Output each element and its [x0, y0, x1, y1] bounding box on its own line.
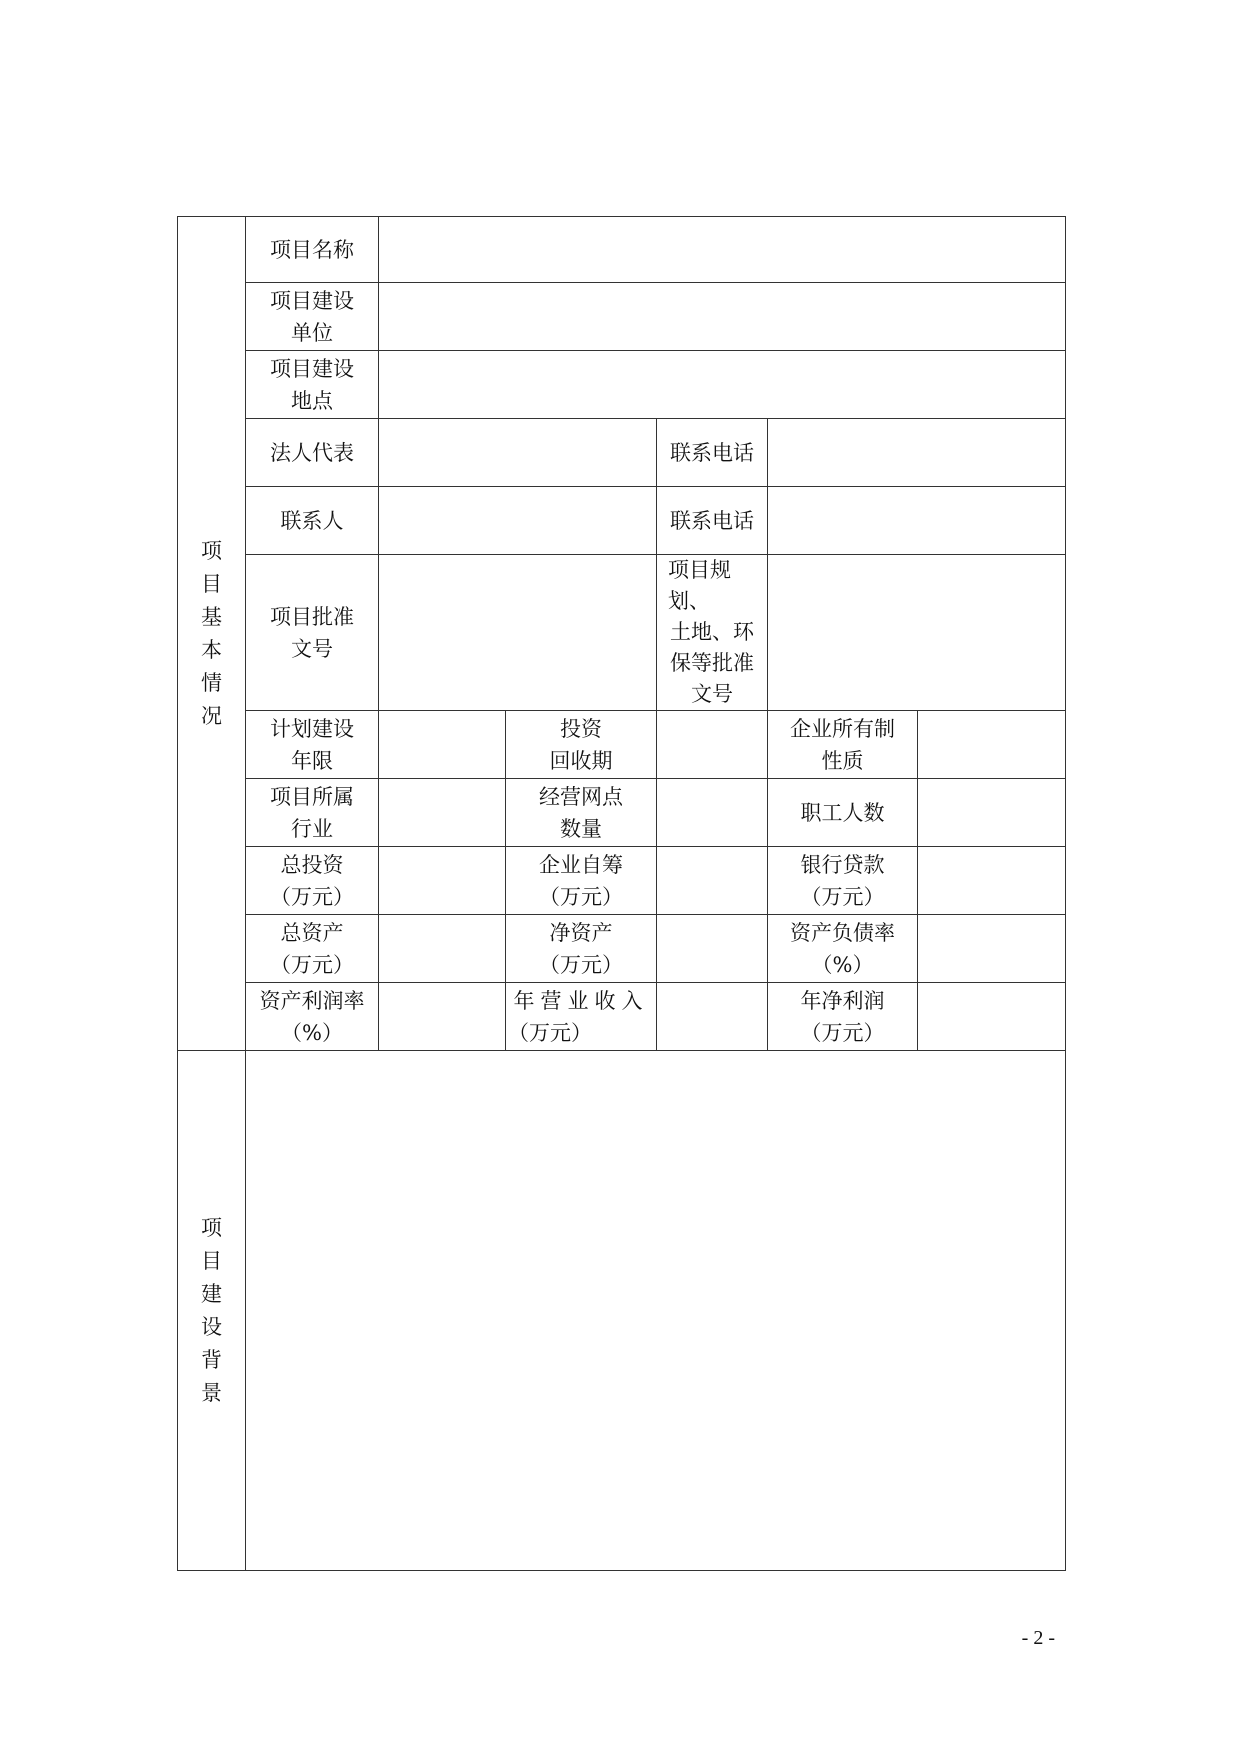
row-construction-unit — [178, 283, 1066, 351]
label-plan-approval-number: 项目规划、 土地、环 保等批准 文号 — [657, 555, 768, 711]
label-approval-number: 项目批准 文号 — [246, 555, 379, 711]
field-project-background[interactable] — [246, 1051, 1066, 1571]
label-build-years: 计划建设 年限 — [246, 711, 379, 779]
label-payback-period: 投资 回收期 — [506, 711, 657, 779]
label-contact-person: 联系人 — [246, 487, 379, 555]
page-number: - 2 - — [1021, 1627, 1055, 1649]
field-approval-number[interactable] — [379, 555, 657, 711]
label-profit-rate: 资产利润率 （%） — [246, 983, 379, 1051]
label-staff-count: 职工人数 — [768, 779, 918, 847]
field-legal-representative[interactable] — [379, 419, 657, 487]
field-total-assets[interactable] — [379, 915, 506, 983]
row-assets — [178, 915, 1066, 983]
row-investment — [178, 847, 1066, 915]
project-info-form — [177, 216, 1066, 1571]
label-net-assets: 净资产 （万元） — [506, 915, 657, 983]
label-legal-representative: 法人代表 — [246, 419, 379, 487]
label-phone-2: 联系电话 — [657, 487, 768, 555]
label-total-assets: 总资产 （万元） — [246, 915, 379, 983]
field-staff-count[interactable] — [918, 779, 1066, 847]
label-phone-1: 联系电话 — [657, 419, 768, 487]
row-legal-representative — [178, 419, 1066, 487]
field-payback-period[interactable] — [657, 711, 768, 779]
label-construction-site: 项目建设 地点 — [246, 351, 379, 419]
row-project-background — [178, 1051, 1066, 1571]
field-industry[interactable] — [379, 779, 506, 847]
field-annual-revenue[interactable] — [657, 983, 768, 1051]
field-debt-ratio[interactable] — [918, 915, 1066, 983]
row-build-years — [178, 711, 1066, 779]
label-construction-unit: 项目建设 单位 — [246, 283, 379, 351]
field-phone-1[interactable] — [768, 419, 1066, 487]
label-self-funding: 企业自筹 （万元） — [506, 847, 657, 915]
field-phone-2[interactable] — [768, 487, 1066, 555]
label-debt-ratio: 资产负债率 （%） — [768, 915, 918, 983]
row-industry — [178, 779, 1066, 847]
row-contact-person — [178, 487, 1066, 555]
row-construction-site — [178, 351, 1066, 419]
label-project-name: 项目名称 — [246, 217, 379, 283]
field-build-years[interactable] — [379, 711, 506, 779]
field-construction-site[interactable] — [379, 351, 1066, 419]
field-plan-approval-number[interactable] — [768, 555, 1066, 711]
field-bank-loan[interactable] — [918, 847, 1066, 915]
section-basic-info-title: 项 目 基 本 情 况 — [178, 217, 246, 1051]
section-background-title: 项 目 建 设 背 景 — [178, 1051, 246, 1571]
field-self-funding[interactable] — [657, 847, 768, 915]
field-net-assets[interactable] — [657, 915, 768, 983]
label-ownership-type: 企业所有制 性质 — [768, 711, 918, 779]
field-profit-rate[interactable] — [379, 983, 506, 1051]
field-outlet-count[interactable] — [657, 779, 768, 847]
label-total-investment: 总投资 （万元） — [246, 847, 379, 915]
label-outlet-count: 经营网点 数量 — [506, 779, 657, 847]
label-industry: 项目所属 行业 — [246, 779, 379, 847]
label-bank-loan: 银行贷款 （万元） — [768, 847, 918, 915]
field-total-investment[interactable] — [379, 847, 506, 915]
label-net-profit: 年净利润 （万元） — [768, 983, 918, 1051]
label-annual-revenue: 年营业收入 （万元） — [506, 983, 657, 1051]
row-profit — [178, 983, 1066, 1051]
field-construction-unit[interactable] — [379, 283, 1066, 351]
field-project-name[interactable] — [379, 217, 1066, 283]
row-approval-numbers — [178, 555, 1066, 711]
row-project-name — [178, 217, 1066, 283]
field-contact-person[interactable] — [379, 487, 657, 555]
field-ownership-type[interactable] — [918, 711, 1066, 779]
field-net-profit[interactable] — [918, 983, 1066, 1051]
